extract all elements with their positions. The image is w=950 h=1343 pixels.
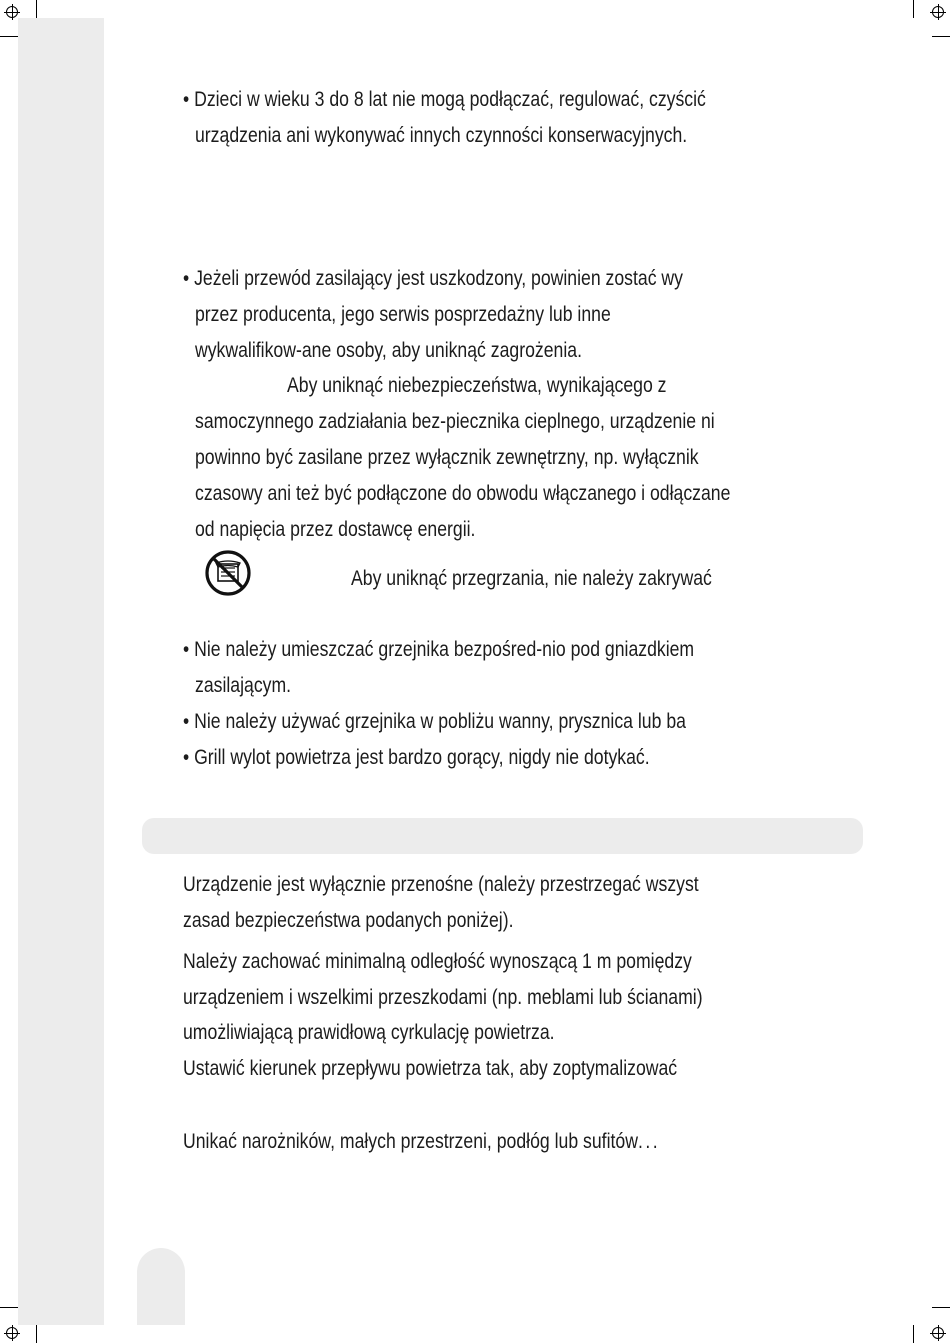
cord-line-5: samoczynnego zadziałania bez-piecznika cieplnego, urządzenie ni [195,410,715,433]
bullet-children-line-2: urządzenia ani wykonywać innych czynności konserwacyjnych. [195,124,688,147]
registration-mark-icon [932,6,944,18]
crop-mark [932,36,950,37]
section-last-text: Unikać narożników, małych przestrzeni, podłóg lub sufitów [183,1130,638,1153]
cord-line-4: Aby uniknąć niebezpieczeństwa, wynikającego z [287,374,667,397]
cord-line-2: przez producenta, jego serwis posprzedażny lub inne [195,303,611,326]
cord-line-1: • Jeżeli przewód zasilający jest uszkodzony, powinien zostać wy [183,267,683,290]
registration-mark-icon [6,6,18,18]
section-line-2: zasad bezpieczeństwa podanych poniżej). [183,909,514,932]
crop-mark [36,1325,37,1343]
crop-mark [932,1307,950,1308]
section-line-1: Urządzenie jest wyłącznie przenośne (należy przestrzegać wszyst [183,873,699,896]
ellipsis: ... [637,1130,661,1153]
bullet-socket-line-1: • Nie należy umieszczać grzejnika bezpośred-nio pod gniazdkiem [183,638,695,661]
section-line-5: umożliwiającą prawidłową cyrkulację powietrza. [183,1021,555,1044]
bullet-children-line-1: • Dzieci w wieku 3 do 8 lat nie mogą podłączać, regulować, czyścić [183,88,706,111]
bullet-bath: • Nie należy używać grzejnika w pobliżu wanny, prysznica lub ba [183,710,686,733]
side-tab [18,372,94,422]
section-header-bar [142,818,863,854]
section-line-3: Należy zachować minimalną odległość wynoszącą 1 m pomiędzy [183,950,692,973]
crop-mark [913,1325,914,1343]
registration-mark-icon [6,1327,18,1339]
section-last-line [183,1127,660,1157]
page-number-tab [137,1248,185,1325]
cord-line-6: powinno być zasilane przez wyłącznik zewnętrzny, np. wyłącznik [195,446,699,469]
section-line-6: Ustawić kierunek przepływu powietrza tak, aby zoptymalizować [183,1057,678,1080]
crop-mark [913,0,914,18]
crop-mark [0,1307,18,1308]
crop-mark [0,36,18,37]
cord-line-8: od napięcia przez dostawcę energii. [195,518,476,541]
do-not-cover-icon [204,549,252,597]
section-line-4: urządzeniem i wszelkimi przeszkodami (np. meblami lub ścianami) [183,986,703,1009]
cord-line-3: wykwalifikow-ane osoby, aby uniknąć zagrożenia. [195,339,582,362]
registration-mark-icon [932,1327,944,1339]
cover-warning-text: Aby uniknąć przegrzania, nie należy zakrywać [351,567,712,590]
side-margin-strip [18,18,104,1325]
cord-line-7: czasowy ani też być podłączone do obwodu włączanego i odłączane [195,482,731,505]
bullet-grill: • Grill wylot powietrza jest bardzo gorący, nigdy nie dotykać. [183,746,650,769]
crop-mark [36,0,37,18]
bullet-socket-line-2: zasilającym. [195,674,292,697]
